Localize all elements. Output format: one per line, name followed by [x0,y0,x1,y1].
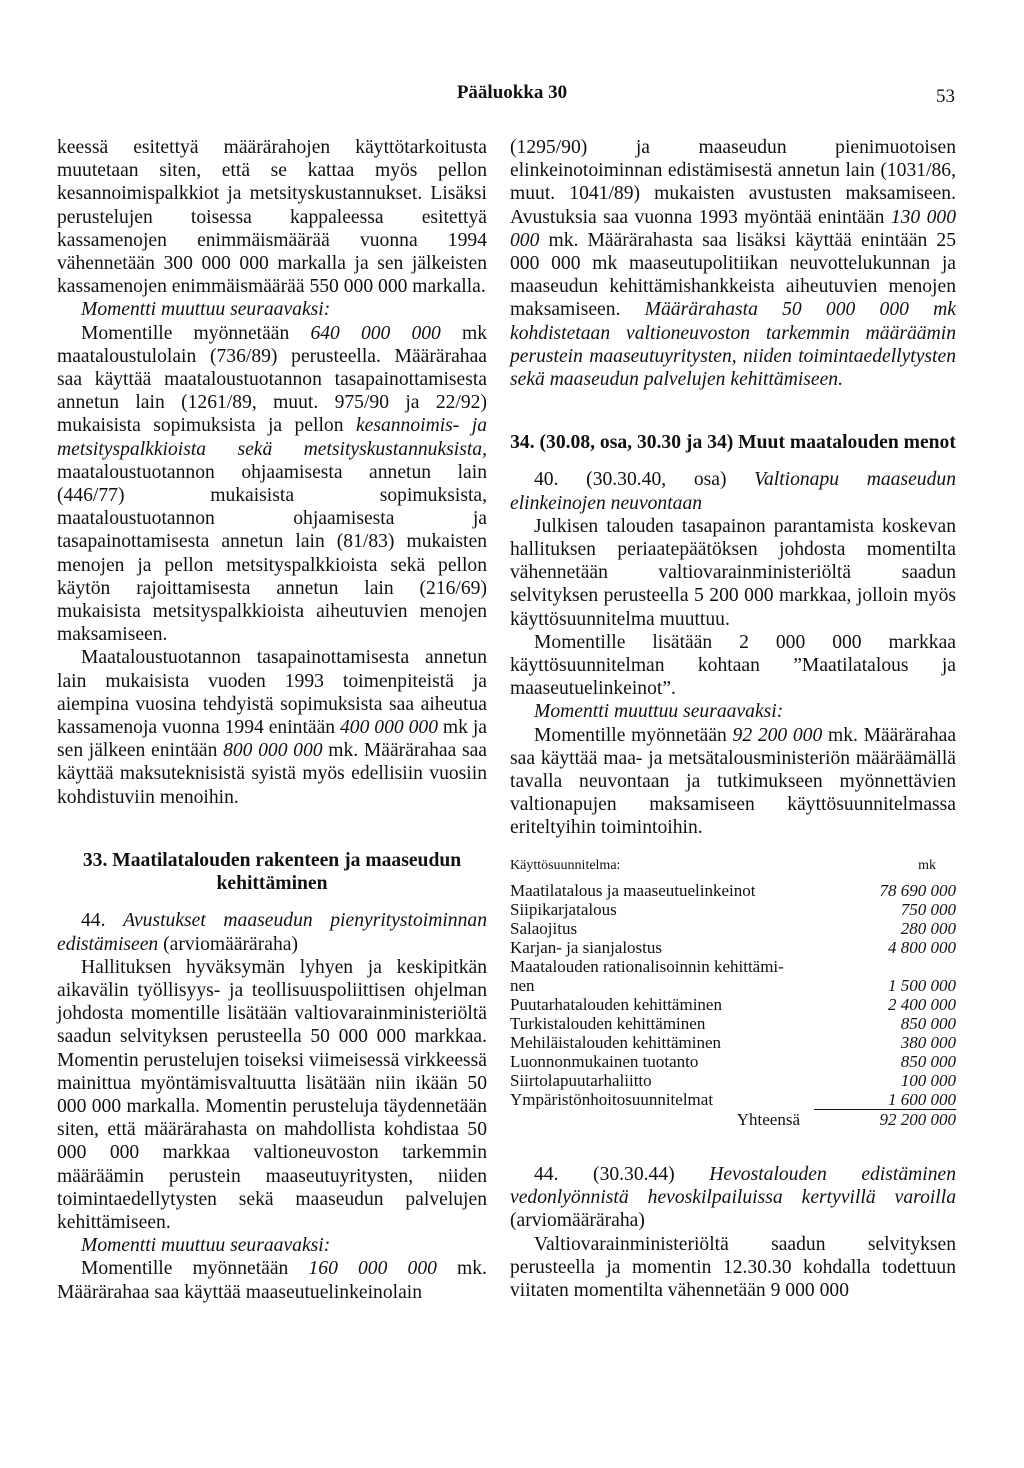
paragraph: Momentille myönnetään 160 000 000 mk. Määrärahaa saa käyttää maaseutuelinkeinolain [57,1258,487,1303]
paragraph: keessä esitettyä määrärahojen käyttötarkoitusta muutetaan siten, että se kattaa myös pellon kesannoimispalkkiot ja metsityskustannukset. Lisäksi perustelujen toisessa kappaleessa esitettyä kassamenojen enimmäismäärää vuonna 1994 vähennetään 300 000 000 markalla ja sen jälkeisten kassamenojen enimmäismäärää 550 000 000 markalla. [57,137,487,298]
usage-plan-row [510,1071,956,1090]
usage-plan-label: Maatalouden rationalisoinnin kehittämi- nen [510,956,784,995]
amount: 800 000 000 [223,740,323,762]
left-column [57,136,487,1304]
paragraph: Maataloustuotannon tasapainottamisesta annetun lain mukaisista vuoden 1993 toimenpiteistä ja aiempina vuosina tehdyistä sopimuksista saa aiheutua kassamenoja vuonna 1994 enintään 400 000 000 mk ja sen jälkeen enintään 800 000 000 mk. Määrärahaa saa käyttää maksuteknisistä syistä myös edellisiin vuosiin kohdistuviin menoihin. [57,647,487,808]
usage-plan-amount: 100 000 [900,1070,956,1090]
page-number: 53 [936,86,955,107]
usage-plan-label: Ympäristönhoitosuunnitelmat [510,1090,714,1110]
usage-plan-row [510,1033,956,1052]
item-heading: 44. (30.30.44) Hevostalouden edistäminen vedonlyönnistä hevoskilpailuissa kertyvillä varoilla (arviomääräraha) [510,1163,957,1232]
section-heading: 34. (30.08, osa, 30.30 ja 34) Muut maatalouden menot [510,432,956,454]
page-header-title: Pääluokka 30 [456,82,568,103]
usage-plan-amount: 4 800 000 [888,937,956,957]
usage-plan-amount: 1 500 000 [888,975,956,995]
usage-plan-amount: 380 000 [900,1032,956,1052]
usage-plan-row [510,957,956,995]
item-heading: 44. Avustukset maaseudun pienyritystoiminnan edistämiseen (arviomääräraha) [57,910,487,955]
paragraph: (1295/90) ja maaseudun pienimuotoisen elinkeinotoiminnan edistämisestä annetun lain (1031/86, muut. 1041/89) mukaisten avustusten maksamiseen. Avustuksia saa vuonna 1993 myöntää enintään 130 000 000 mk. Määrärahasta saa lisäksi käyttää enintään 25 000 000 mk maaseutupolitiikan neuvottelukunnan ja maaseudun kehittämishankkeista aiheutuvien menojen maksamiseen. Määrärahasta 50 000 000 mk kohdistetaan valtioneuvoston tarkemmin määräämin perustein maaseutuyritysten, niiden toimintaedellytysten sekä maaseudun palvelujen kehittämiseen. [510,137,956,391]
change-heading: Momentti muuttuu seuraavaksi: [81,1235,331,1257]
paragraph: Momentille myönnetään 640 000 000 mk maataloustulolain (736/89) perusteella. Määrärahaa saa käyttää maataloustuotannon tasapainottamisesta annetun lain (1261/89, muut. 975/90 ja 22/92) mukaisista sopimuksista ja pellon kesannoimis- ja metsityspalkkioista sekä metsityskustannuksista, maataloustuotannon ohjaamisesta annetun lain (446/77) mukaisista sopimuksista, maataloustuotannon ohjaamisesta ja tasapainottamisesta annetun lain (81/83) mukaisten menojen ja pellon metsityspalkkioista sekä pellon käytön rajoittamisesta annetun lain (216/69) mukaisista metsityspalkkioista aiheutuvien menojen maksamiseen. [57,322,488,646]
usage-plan-label: Luonnonmukainen tuotanto [510,1051,699,1071]
total-label: Yhteensä [736,1109,800,1129]
usage-plan-total-row [510,1109,956,1129]
usage-plan-table [510,881,956,1129]
change-heading: Momentti muuttuu seuraavaksi: [81,299,331,321]
usage-plan-label: Mehiläistalouden kehittäminen [510,1032,722,1052]
total-amount: 92 200 000 [879,1109,956,1129]
usage-plan-amount: 750 000 [900,899,956,919]
usage-plan-label: Siipikarjatalous [510,899,617,919]
usage-plan-label: Puutarhatalouden kehittäminen [510,994,722,1014]
usage-plan-label: Salaojitus [510,918,578,938]
usage-plan-row [510,1014,956,1033]
usage-plan-amount: 280 000 [900,918,956,938]
amount: 400 000 000 [340,717,438,739]
usage-plan-row [510,881,956,900]
usage-plan-amount: 2 400 000 [888,994,956,1014]
usage-plan-amount: 850 000 [900,1051,956,1071]
paragraph: Momentille lisätään 2 000 000 markkaa käyttösuunnitelman kohtaan ”Maatilatalous ja maaseutuelinkeinot”. [510,631,956,700]
usage-plan-row [510,900,956,919]
usage-plan-caption: Käyttösuunnitelma: mk [510,854,956,877]
item-heading: 40. (30.30.40, osa) Valtionapu maaseudun elinkeinojen neuvontaan [510,469,956,514]
paragraph: Julkisen talouden tasapainon parantamista koskevan hallituksen periaatepäätöksen johdosta momentilta vähennetään valtiovarainministeriöltä saadun selvityksen perusteella 5 200 000 markkaa, jolloin myös käyttösuunnitelma muuttuu. [510,515,956,630]
usage-plan-label: Siirtolapuutarhaliitto [510,1070,652,1090]
usage-plan-row [510,919,956,938]
usage-plan-label: Maatilatalous ja maaseutuelinkeinot [510,880,756,900]
paragraph: Momentille myönnetään 92 200 000 mk. Määrärahaa saa käyttää maa- ja metsätalousministeriön määräämällä tavalla neuvontaan ja tutkimukseen myönnettävien valtionapujen maksamiseen käyttösuunnitelmassa eriteltyihin toimintoihin. [510,724,957,839]
section-heading: 33. Maatilatalouden rakenteen ja maaseudun kehittäminen [82,849,462,895]
usage-plan-label: Karjan- ja sianjalostus [510,937,663,957]
usage-plan-row [510,1090,956,1110]
paragraph: Hallituksen hyväksymän lyhyen ja keskipitkän aikavälin työllisyys- ja teollisuuspoliittisen ohjelman johdosta momentille lisätään valtiovarainministeriöltä saadun selvityksen perusteella 50 000 000 markkaa. Momentin perustelujen toiseksi viimeisessä virkkeessä mainittua myöntämisvaltuutta lisätään niin ikään 50 000 000 markalla. Momentin perusteluja täydennetään siten, että määrärahasta on mahdollista kohdistaa 50 000 000 markkaa valtioneuvoston tarkemmin määräämin perustein maaseutuyritysten, niiden toimintaedellytysten sekä maaseudun palvelujen kehittämiseen. [57,956,487,1233]
amount: 92 200 000 [732,724,823,746]
usage-plan-row [510,938,956,957]
usage-plan-amount: 1 600 000 [814,1090,956,1110]
right-column [510,136,956,1302]
change-heading: Momentti muuttuu seuraavaksi: [534,701,784,723]
paragraph: Valtiovarainministeriöltä saadun selvityksen perusteella ja momentin 12.30.30 kohdalla todettuun viitaten momentilta vähennetään 9 000 000 [510,1233,956,1301]
amount: 130 000 000 [510,206,956,251]
usage-plan-row [510,1052,956,1071]
usage-plan-amount: 78 690 000 [879,880,956,900]
usage-plan-amount: 850 000 [900,1013,956,1033]
amount: 640 000 000 [310,322,441,344]
usage-plan-label: Turkistalouden kehittäminen [510,1013,706,1033]
amount: 160 000 000 [308,1258,437,1280]
usage-plan-unit: mk [918,857,936,873]
usage-plan-row [510,995,956,1014]
